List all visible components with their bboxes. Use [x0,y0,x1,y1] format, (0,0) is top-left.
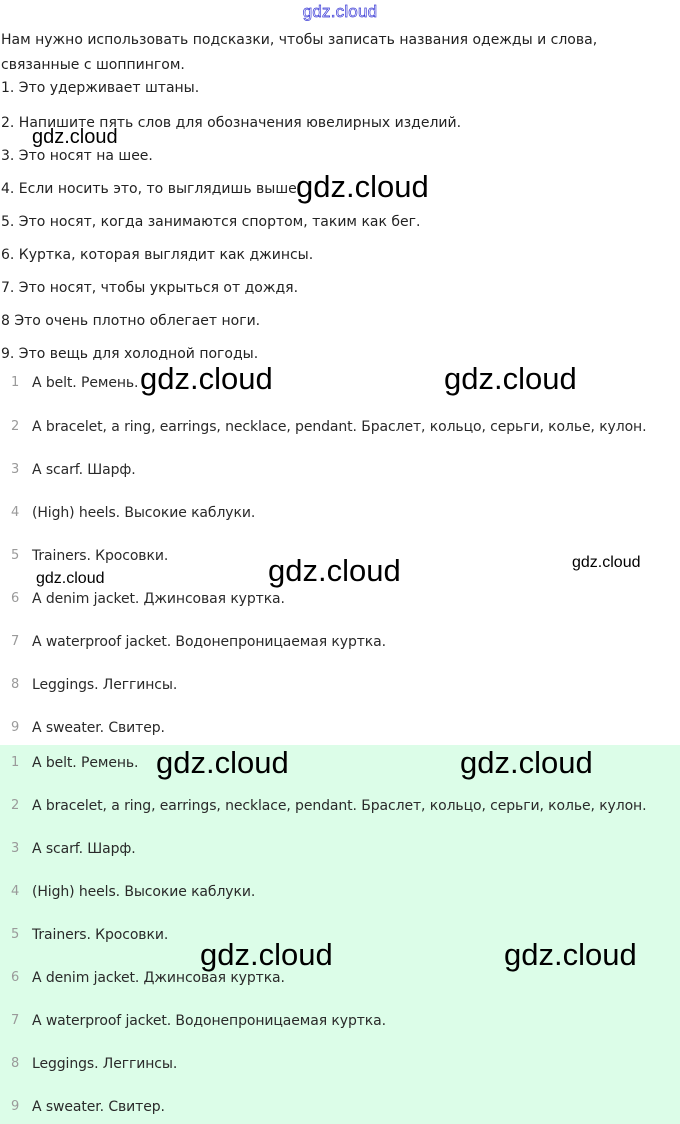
answer-row [0,795,680,817]
answer-number: 3 [11,841,20,856]
answer-number: 4 [11,505,20,520]
answer-row [0,881,680,903]
answer-text: A belt. Ремень. [32,755,139,771]
answer-text: A bracelet, a ring, earrings, necklace, pendant. Браслет, кольцо, серьги, колье, кулон. [32,798,647,814]
answer-text: A scarf. Шарф. [32,462,136,478]
task-item: 2. Напишите пять слов для обозначения ювелирных изделий. [1,115,462,131]
answer-number: 3 [11,462,20,477]
answer-text: A sweater. Свитер. [32,1099,165,1115]
answer-text: Trainers. Кросовки. [32,548,169,564]
answer-text: A denim jacket. Джинсовая куртка. [32,591,285,607]
answer-text: (High) heels. Высокие каблуки. [32,505,256,521]
answer-text: A sweater. Свитер. [32,720,165,736]
answer-text: (High) heels. Высокие каблуки. [32,884,256,900]
task-item: 6. Куртка, которая выглядит как джинсы. [1,247,314,263]
answer-row [0,502,680,524]
answer-number: 2 [11,798,20,813]
watermark: gdz.cloud [572,554,641,571]
task-item: 4. Если носить это, то выглядишь выше. [1,181,302,197]
answer-row [0,416,680,438]
answer-row [0,1053,680,1075]
answer-number: 7 [11,634,20,649]
task-item: 7. Это носят, чтобы укрыться от дождя. [1,280,299,296]
watermark: gdz.cloud [200,937,333,972]
answer-number: 5 [11,927,20,942]
task-item: 1. Это удерживает штаны. [1,80,200,96]
answer-row [0,1010,680,1032]
task-item: 9. Это вещь для холодной погоды. [1,346,259,362]
answer-row [0,372,680,394]
answer-number: 2 [11,419,20,434]
watermark: gdz.cloud [504,937,637,972]
site-watermark-logo: gdz.cloud [302,2,378,21]
answer-text: Leggings. Леггинсы. [32,1056,178,1072]
watermark: gdz.cloud [36,570,105,587]
watermark: gdz.cloud [444,361,577,396]
answer-text: A bracelet, a ring, earrings, necklace, pendant. Браслет, кольцо, серьги, колье, кулон. [32,419,647,435]
answer-row [0,838,680,860]
task-item: 3. Это носят на шее. [1,148,153,164]
answer-text: A waterproof jacket. Водонепроницаемая куртка. [32,634,386,650]
answer-number: 8 [11,1056,20,1071]
watermark: gdz.cloud [268,553,401,588]
watermark: gdz.cloud [460,745,593,780]
answer-number: 6 [11,970,20,985]
answer-text: A belt. Ремень. [32,375,139,391]
answer-number: 1 [11,755,20,770]
answer-number: 5 [11,548,20,563]
watermark: gdz.cloud [32,126,118,148]
answer-number: 1 [11,375,20,390]
watermark: gdz.cloud [156,745,289,780]
answer-number: 9 [11,1099,20,1114]
answer-row [0,1096,680,1118]
answer-number: 8 [11,677,20,692]
answer-number: 9 [11,720,20,735]
answer-list-highlighted [0,745,680,1124]
task-item: 5. Это носят, когда занимаются спортом, таким как бег. [1,214,421,230]
answer-row [0,459,680,481]
answer-text: A scarf. Шарф. [32,841,136,857]
answer-number: 4 [11,884,20,899]
watermark: gdz.cloud [296,169,429,204]
exercise-instruction: Нам нужно использовать подсказки, чтобы записать названия одежды и слова, связанные с шоппингом. [1,32,598,73]
answer-text: Leggings. Леггинсы. [32,677,178,693]
answer-number: 7 [11,1013,20,1028]
answer-row [0,674,680,696]
answer-text: A waterproof jacket. Водонепроницаемая куртка. [32,1013,386,1029]
answer-text: A denim jacket. Джинсовая куртка. [32,970,285,986]
answer-row [0,588,680,610]
watermark: gdz.cloud [140,361,273,396]
answer-text: Trainers. Кросовки. [32,927,169,943]
answer-row [0,631,680,653]
answer-row [0,717,680,739]
task-item: 8 Это очень плотно облегает ноги. [1,313,261,329]
answer-number: 6 [11,591,20,606]
